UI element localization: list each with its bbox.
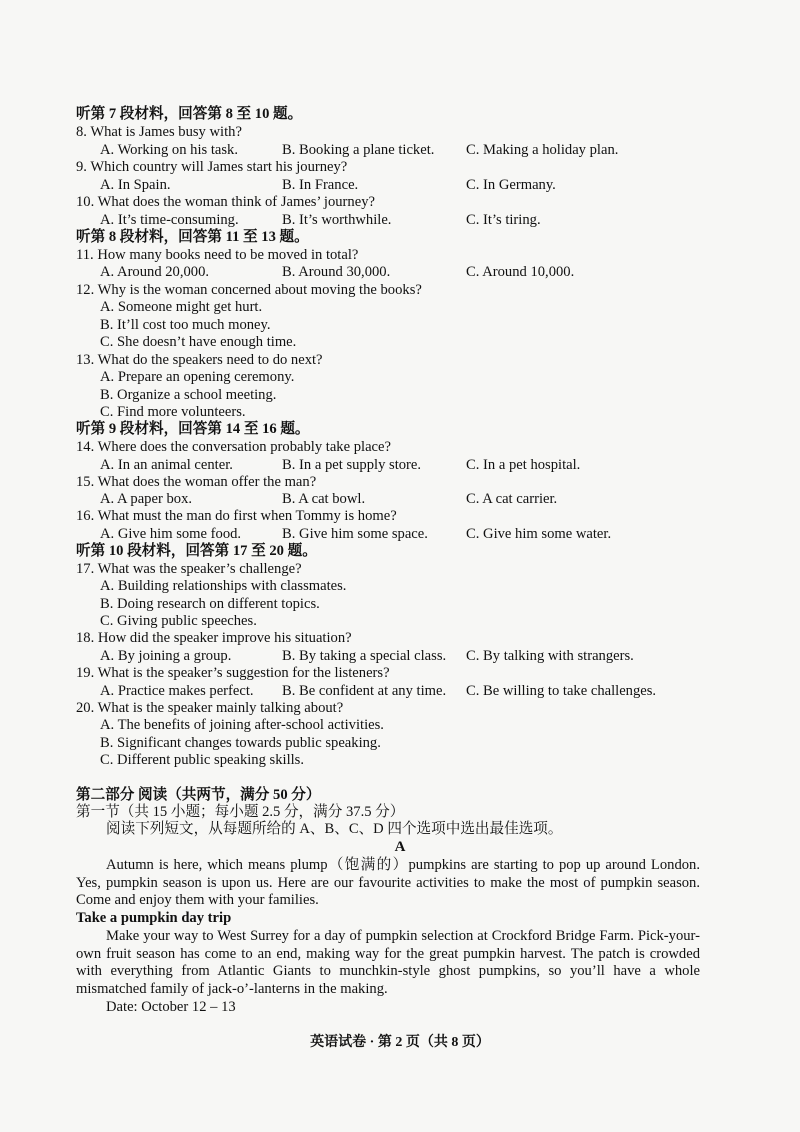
part-two-heading: 第二部分 阅读（共两节，满分 50 分） <box>76 787 321 803</box>
option-17a: A. Building relationships with classmates. <box>100 578 347 594</box>
question-11: 11. How many books need to be moved in total? <box>76 247 359 263</box>
option-17b: B. Doing research on different topics. <box>100 596 320 612</box>
option-16b: B. Give him some space. <box>282 526 428 542</box>
paragraph-1-text: Autumn is here, which means plump（饱满的）pumpkins are starting to pop up around London. Yes, pumpkin season is upon us. Here are our favourite activities to make the most of pumpkin season. Come and enjoy them with your families. <box>76 857 700 909</box>
section-heading-10: 听第 10 段材料，回答第 17 至 20 题。 <box>76 543 317 559</box>
option-19b: B. Be confident at any time. <box>282 683 447 699</box>
option-11b: B. Around 30,000. <box>282 264 391 280</box>
page-footer: 英语试卷 · 第 2 页（共 8 页） <box>310 1035 490 1050</box>
option-9c: C. In Germany. <box>466 177 556 193</box>
option-13c: C. Find more volunteers. <box>100 404 246 420</box>
passage-paragraph-2 <box>76 928 700 998</box>
question-8: 8. What is James busy with? <box>76 124 242 140</box>
section-heading-8: 听第 8 段材料，回答第 11 至 13 题。 <box>76 229 309 245</box>
option-15b: B. A cat bowl. <box>282 491 366 507</box>
option-11c: C. Around 10,000. <box>466 264 575 280</box>
option-12b: B. It’ll cost too much money. <box>100 317 271 333</box>
passage-letter: A <box>394 839 406 855</box>
subheading-pumpkin-day-trip: Take a pumpkin day trip <box>76 910 232 926</box>
option-14a: A. In an animal center. <box>100 457 233 473</box>
option-18a: A. By joining a group. <box>100 648 232 664</box>
option-20a: A. The benefits of joining after-school activities. <box>100 717 384 733</box>
question-14: 14. Where does the conversation probably take place? <box>76 439 391 455</box>
reading-instruction: 阅读下列短文，从每题所给的 A、B、C、D 四个选项中选出最佳选项。 <box>106 821 563 837</box>
question-10: 10. What does the woman think of James’ journey? <box>76 194 375 210</box>
option-19a: A. Practice makes perfect. <box>100 683 254 699</box>
option-20c: C. Different public speaking skills. <box>100 752 305 768</box>
event-date: Date: October 12 – 13 <box>106 999 236 1015</box>
option-15a: A. A paper box. <box>100 491 193 507</box>
question-15: 15. What does the woman offer the man? <box>76 474 317 490</box>
option-13b: B. Organize a school meeting. <box>100 387 277 403</box>
option-9a: A. In Spain. <box>100 177 171 193</box>
question-18: 18. How did the speaker improve his situation? <box>76 630 352 646</box>
option-12c: C. She doesn’t have enough time. <box>100 334 297 350</box>
question-19: 19. What is the speaker’s suggestion for the listeners? <box>76 665 390 681</box>
option-20b: B. Significant changes towards public speaking. <box>100 735 381 751</box>
passage-paragraph-1 <box>76 857 700 910</box>
option-16a: A. Give him some food. <box>100 526 242 542</box>
question-20: 20. What is the speaker mainly talking about? <box>76 700 344 716</box>
paragraph-2-text: Make your way to West Surrey for a day of pumpkin selection at Crockford Bridge Farm. Pick-your-own fruit season has come to an end, making way for the great pumpkin harvest. The patch is crowded with everything from Atlantic Giants to munchkin-style ghost pumpkins, so you’ll have a whole mismatched family of jack-o’-lanterns in the making. <box>76 928 700 997</box>
option-16c: C. Give him some water. <box>466 526 612 542</box>
option-8a: A. Working on his task. <box>100 142 239 158</box>
option-13a: A. Prepare an opening ceremony. <box>100 369 295 385</box>
question-16: 16. What must the man do first when Tommy is home? <box>76 508 397 524</box>
option-10c: C. It’s tiring. <box>466 212 541 228</box>
option-17c: C. Giving public speeches. <box>100 613 257 629</box>
option-14c: C. In a pet hospital. <box>466 457 581 473</box>
question-17: 17. What was the speaker’s challenge? <box>76 561 302 577</box>
option-18c: C. By talking with strangers. <box>466 648 634 664</box>
option-12a: A. Someone might get hurt. <box>100 299 263 315</box>
option-9b: B. In France. <box>282 177 359 193</box>
option-8c: C. Making a holiday plan. <box>466 142 619 158</box>
question-9: 9. Which country will James start his journey? <box>76 159 348 175</box>
question-13: 13. What do the speakers need to do next? <box>76 352 323 368</box>
option-19c: C. Be willing to take challenges. <box>466 683 657 699</box>
option-10a: A. It’s time-consuming. <box>100 212 239 228</box>
option-18b: B. By taking a special class. <box>282 648 447 664</box>
option-8b: B. Booking a plane ticket. <box>282 142 435 158</box>
section-heading-9: 听第 9 段材料，回答第 14 至 16 题。 <box>76 421 310 437</box>
section-heading-7: 听第 7 段材料，回答第 8 至 10 题。 <box>76 106 303 122</box>
question-12: 12. Why is the woman concerned about moving the books? <box>76 282 422 298</box>
option-10b: B. It’s worthwhile. <box>282 212 392 228</box>
option-14b: B. In a pet supply store. <box>282 457 422 473</box>
option-11a: A. Around 20,000. <box>100 264 210 280</box>
option-15c: C. A cat carrier. <box>466 491 558 507</box>
part-two-section-one: 第一节（共 15 小题；每小题 2.5 分，满分 37.5 分） <box>76 804 405 820</box>
